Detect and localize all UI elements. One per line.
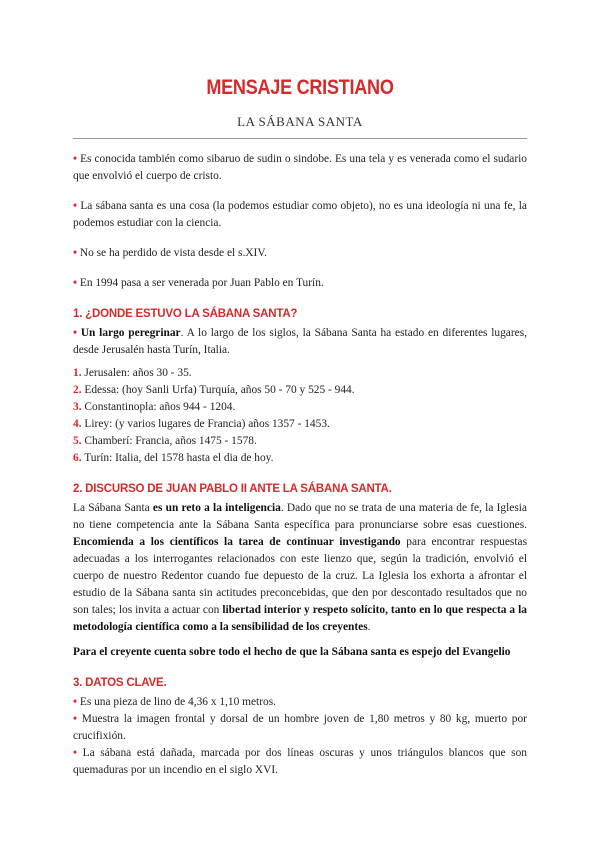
- list-item: 6. Turín: Italia, del 1578 hasta el dia de hoy.: [73, 452, 274, 464]
- list-item: 5. Chamberí: Francia, años 1475 - 1578.: [73, 435, 257, 447]
- intro-item-3: • No se ha perdido de vista desde el s.XIV.: [73, 247, 267, 259]
- bullet-icon: •: [73, 277, 77, 289]
- intro-item-2: • La sábana santa es una cosa (la podemos estudiar como objeto), no es una ideología ni una fe, la podemos estudiar con la ciencia.: [73, 200, 527, 229]
- places-list: [73, 365, 527, 467]
- list-item: 4. Lirey: (y varios lugares de Francia) años 1357 - 1453.: [73, 418, 330, 430]
- intro-item-4: • En 1994 pasa a ser venerada por Juan Pablo en Turín.: [73, 277, 324, 289]
- page-subtitle: LA SÁBANA SANTA: [237, 114, 363, 129]
- section-2-body: La Sábana Santa es un reto a la inteligencia. Dado que no se trata de una materia de fe, la Iglesia no tiene competencia ante la Sábana Santa específica para pronunciarse sobre esas cuestiones. Encomienda a los científicos la tarea de continuar investigando para encontrar respuestas adecuadas a los interrogantes relacionados con este lienzo que, según la tradición, envolvió el cuerpo de nuestro Redentor cuando fue depuesto de la cruz. La Iglesia los exhorta a afrontar el estudio de la Sábana santa sin actitudes preconcebidas, que den por descontado resultados que no son tales; los invita a actuar con libertad interior y respeto solícito, tanto en lo que respecta a la metodología científica como a la sensibilidad de los creyentes.: [73, 502, 528, 633]
- bullet-icon: •: [73, 327, 77, 339]
- key-fact-2: • Muestra la imagen frontal y dorsal de un hombre joven de 1,80 metros y 80 kg, muerto por crucifixión.: [73, 713, 527, 742]
- bullet-icon: •: [73, 200, 77, 212]
- list-item: 2. Edessa: (hoy Sanli Urfa) Turquía, años 50 - 70 y 525 - 944.: [73, 384, 355, 396]
- list-item: 3. Constantinopla: años 944 - 1204.: [73, 401, 236, 413]
- bullet-icon: •: [73, 696, 77, 708]
- bullet-icon: •: [73, 247, 77, 259]
- key-fact-1: • Es una pieza de lino de 4,36 x 1,10 metros.: [73, 696, 276, 708]
- section-2-closing: Para el creyente cuenta sobre todo el hecho de que la Sábana santa es espejo del Evangelio: [73, 646, 511, 658]
- section-3-heading: 3. DATOS CLAVE.: [73, 677, 167, 689]
- section-1-heading: 1. ¿DONDE ESTUVO LA SÁBANA SANTA?: [73, 308, 298, 320]
- intro-item-1: • Es conocida también como sibaruo de sudin o sindobe. Es una tela y es venerada como el sudario que envolvió el cuerpo de cristo.: [73, 153, 527, 182]
- section-1-lead: • Un largo peregrinar. A lo largo de los siglos, la Sábana Santa ha estado en diferentes lugares, desde Jerusalén hasta Turín, Italia.: [73, 327, 527, 356]
- page-title: MENSAJE CRISTIANO: [206, 76, 394, 99]
- section-2-heading: 2. DISCURSO DE JUAN PABLO II ANTE LA SÁBANA SANTA.: [73, 483, 392, 495]
- title-divider: [73, 138, 527, 139]
- list-item: 1. Jerusalen: años 30 - 35.: [73, 367, 192, 379]
- bullet-icon: •: [73, 713, 77, 725]
- bullet-icon: •: [73, 747, 77, 759]
- key-fact-3: • La sábana está dañada, marcada por dos líneas oscuras y unos triángulos blancos que son quemaduras por un incendio en el siglo XVI.: [73, 747, 527, 776]
- bullet-icon: •: [73, 153, 77, 165]
